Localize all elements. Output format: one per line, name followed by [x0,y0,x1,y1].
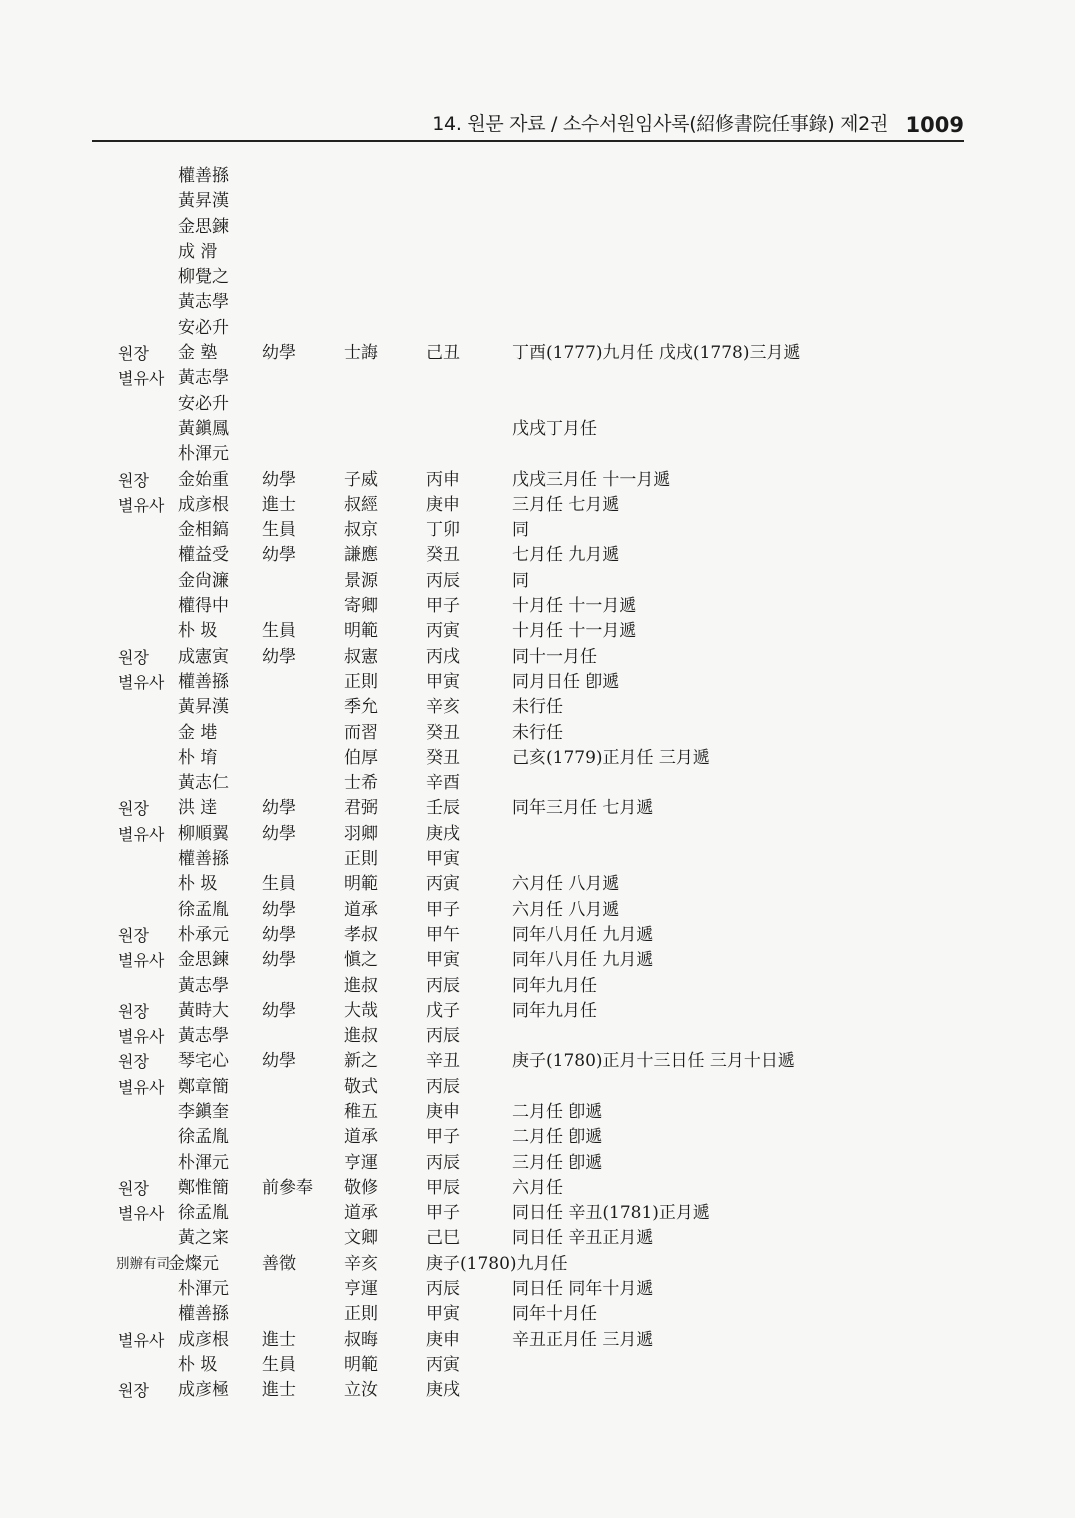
record-name: 黃昇漢 [178,697,229,718]
record-style: 季允 [344,697,378,718]
record-style: 叔憲 [344,646,378,667]
record-role: 원장 [118,799,149,819]
table-row [0,771,1075,796]
record-note: 三月任 卽遞 [512,1152,603,1173]
table-row [0,721,1075,746]
table-row [0,999,1075,1024]
record-year: 丙申 [426,469,460,490]
record-style: 叔經 [344,494,378,515]
table-row [0,468,1075,493]
record-degree: 幼學 [262,823,296,844]
record-name: 成彦極 [178,1380,229,1401]
table-row [0,1024,1075,1049]
record-name: 黃志學 [178,368,229,389]
record-name: 權善搎 [178,849,229,870]
table-row [0,898,1075,923]
record-note: 同年十月任 [512,1304,597,1325]
record-name: 徐孟胤 [178,899,229,920]
table-row [0,290,1075,315]
record-style: 謙應 [344,545,378,566]
table-row [0,1353,1075,1378]
record-degree: 幼學 [262,950,296,971]
record-name: 安必升 [178,317,229,338]
table-row [0,847,1075,872]
record-year: 庚戌 [426,1380,460,1401]
record-degree: 幼學 [262,798,296,819]
record-year: 戊子 [426,1000,460,1021]
table-row [0,923,1075,948]
record-year: 癸丑 [426,545,460,566]
record-degree: 生員 [262,874,296,895]
record-year: 丁卯 [426,520,460,541]
record-year: 辛酉 [426,773,460,794]
record-name: 金相鎬 [178,520,229,541]
record-name: 鄭惟簡 [178,1177,229,1198]
table-row [0,619,1075,644]
table-row [0,1277,1075,1302]
record-degree: 幼學 [262,646,296,667]
table-row [0,670,1075,695]
record-year: 甲寅 [426,1304,460,1325]
record-note: 二月任 卽遞 [512,1101,603,1122]
record-note: 六月任 八月遞 [512,899,620,920]
page-number: 1009 [905,113,964,137]
record-year: 甲辰 [426,1177,460,1198]
record-note: 同年九月任 [512,1000,597,1021]
table-row [0,392,1075,417]
record-role: 별유사 [118,672,165,692]
record-name: 朴 圾 [178,1354,218,1375]
record-note: 同年三月任 七月遞 [512,798,654,819]
record-style: 立汝 [344,1380,378,1401]
record-style: 正則 [344,671,378,692]
record-name: 黃時大 [178,1000,229,1021]
record-name: 安必升 [178,393,229,414]
record-style: 道承 [344,1127,378,1148]
record-year: 庚子(1780)九月任 [426,1253,568,1274]
record-note: 戊戌三月任 十一月遞 [512,469,671,490]
table-row [0,316,1075,341]
table-row [0,1328,1075,1353]
record-style: 君弼 [344,798,378,819]
record-note: 同月日任 卽遞 [512,671,620,692]
table-row [0,417,1075,442]
record-style: 愼之 [344,950,378,971]
record-year: 庚申 [426,1101,460,1122]
record-name: 徐孟胤 [178,1127,229,1148]
table-row [0,948,1075,973]
table-row [0,1378,1075,1403]
record-degree: 幼學 [262,469,296,490]
record-style: 敬式 [344,1076,378,1097]
record-role: 별유사 [118,1330,165,1350]
table-row [0,366,1075,391]
record-year: 丙辰 [426,975,460,996]
record-style: 士誨 [344,343,378,364]
record-degree: 進士 [262,494,296,515]
record-year: 丙寅 [426,1354,460,1375]
table-row [0,164,1075,189]
record-year: 辛丑 [426,1051,460,1072]
record-note: 同年九月任 [512,975,597,996]
record-degree: 幼學 [262,545,296,566]
table-row [0,1302,1075,1327]
record-style: 孝叔 [344,924,378,945]
record-note: 同 [512,570,529,591]
record-name: 黃之寀 [178,1228,229,1249]
table-row [0,746,1075,771]
record-note: 同年八月任 九月遞 [512,924,654,945]
record-name: 金思鍊 [178,216,229,237]
record-style: 而習 [344,722,378,743]
table-row [0,1201,1075,1226]
table-row [0,518,1075,543]
record-name: 李鎭奎 [178,1101,229,1122]
table-row [0,695,1075,720]
table-row [0,1049,1075,1074]
record-style: 明範 [344,1354,378,1375]
record-name: 朴渾元 [178,1279,229,1300]
table-row [0,543,1075,568]
table-row [0,872,1075,897]
record-degree: 幼學 [262,899,296,920]
table-row [0,341,1075,366]
record-note: 十月任 十一月遞 [512,596,637,617]
record-year: 甲寅 [426,950,460,971]
table-row [0,1100,1075,1125]
record-name: 金尙濂 [178,570,229,591]
record-style: 士希 [344,773,378,794]
record-note: 同十一月任 [512,646,597,667]
record-style: 敬修 [344,1177,378,1198]
record-note: 十月任 十一月遞 [512,621,637,642]
record-year: 丙辰 [426,1026,460,1047]
record-role: 원장 [118,470,149,490]
record-year: 丙辰 [426,1076,460,1097]
table-row [0,1252,1075,1277]
record-name: 金 塾 [178,343,218,364]
record-style: 正則 [344,1304,378,1325]
record-year: 甲寅 [426,849,460,870]
record-name: 朴 堉 [178,747,218,768]
record-name: 琴宅心 [178,1051,229,1072]
record-name: 金燦元 [168,1253,219,1274]
record-year: 辛亥 [426,697,460,718]
record-style: 叔京 [344,520,378,541]
record-style: 叔晦 [344,1329,378,1350]
record-style: 文卿 [344,1228,378,1249]
record-name: 金 塂 [178,722,218,743]
table-row [0,974,1075,999]
record-note: 七月任 九月遞 [512,545,620,566]
record-year: 甲子 [426,1203,460,1224]
table-row [0,796,1075,821]
record-note: 未行任 [512,722,563,743]
record-year: 庚申 [426,494,460,515]
record-year: 癸丑 [426,722,460,743]
table-row [0,215,1075,240]
record-year: 丙寅 [426,621,460,642]
record-name: 金思鍊 [178,950,229,971]
record-note: 戊戌丁月任 [512,418,597,439]
record-degree: 幼學 [262,1000,296,1021]
record-name: 黃志學 [178,975,229,996]
record-note: 同日任 同年十月遞 [512,1279,654,1300]
record-style: 明範 [344,874,378,895]
record-style: 辛亥 [344,1253,378,1274]
record-style: 稚五 [344,1101,378,1122]
record-note: 三月任 七月遞 [512,494,620,515]
record-style: 進叔 [344,975,378,996]
record-role: 別辦有司 [116,1255,170,1272]
record-role: 원장 [118,925,149,945]
record-note: 六月任 八月遞 [512,874,620,895]
record-note: 丁酉(1777)九月任 戊戌(1778)三月遞 [512,343,801,364]
record-note: 同日任 辛丑(1781)正月遞 [512,1203,710,1224]
record-degree: 生員 [262,520,296,541]
record-year: 丙辰 [426,1279,460,1300]
record-degree: 生員 [262,621,296,642]
table-row [0,493,1075,518]
record-name: 權善搎 [178,166,229,186]
record-name: 朴渾元 [178,444,229,465]
record-note: 辛丑正月任 三月遞 [512,1329,654,1350]
table-row [0,240,1075,265]
record-name: 金始重 [178,469,229,490]
record-degree: 幼學 [262,924,296,945]
page-header [92,104,964,142]
record-year: 甲寅 [426,671,460,692]
record-note: 同 [512,520,529,541]
record-year: 庚申 [426,1329,460,1350]
record-note: 己亥(1779)正月任 三月遞 [512,747,710,768]
record-style: 道承 [344,1203,378,1224]
record-year: 己巳 [426,1228,460,1249]
record-role: 원장 [118,1178,149,1198]
record-name: 朴承元 [178,924,229,945]
record-role: 원장 [118,344,149,364]
record-role: 별유사 [118,369,165,389]
record-name: 權益受 [178,545,229,566]
record-style: 進叔 [344,1026,378,1047]
record-year: 甲午 [426,924,460,945]
record-note: 六月任 [512,1177,563,1198]
record-year: 壬辰 [426,798,460,819]
table-row [0,189,1075,214]
record-degree: 善徵 [262,1253,296,1274]
record-degree: 進士 [262,1329,296,1350]
record-name: 權得中 [178,596,229,617]
table-row [0,1176,1075,1201]
record-name: 成 滑 [178,241,218,262]
record-style: 羽卿 [344,823,378,844]
table-row [0,442,1075,467]
record-role: 별유사 [118,824,165,844]
record-name: 柳覺之 [178,267,229,288]
table-row [0,1075,1075,1100]
record-name: 黃鎭鳳 [178,418,229,439]
record-name: 柳順翼 [178,823,229,844]
record-style: 伯厚 [344,747,378,768]
record-style: 正則 [344,849,378,870]
record-style: 子威 [344,469,378,490]
record-style: 明範 [344,621,378,642]
record-name: 成憲寅 [178,646,229,667]
record-year: 庚戌 [426,823,460,844]
table-row [0,1226,1075,1251]
record-role: 별유사 [118,1077,165,1097]
record-name: 洪 逹 [178,798,218,819]
table-row [0,265,1075,290]
record-style: 道承 [344,899,378,920]
record-name: 成彦根 [178,494,229,515]
record-name: 黃志仁 [178,773,229,794]
record-note: 未行任 [512,697,563,718]
record-role: 원장 [118,647,149,667]
table-row [0,645,1075,670]
record-year: 丙辰 [426,1152,460,1173]
record-style: 新之 [344,1051,378,1072]
record-note: 同年八月任 九月遞 [512,950,654,971]
record-role: 원장 [118,1052,149,1072]
table-row [0,594,1075,619]
record-year: 丙辰 [426,570,460,591]
record-role: 별유사 [118,495,165,515]
record-year: 甲子 [426,596,460,617]
record-degree: 前參奉 [262,1177,313,1198]
record-note: 庚子(1780)正月十三日任 三月十日遞 [512,1051,795,1072]
record-role: 별유사 [118,1027,165,1047]
record-name: 鄭章簡 [178,1076,229,1097]
record-role: 별유사 [118,951,165,971]
record-name: 黃志學 [178,1026,229,1047]
record-degree: 生員 [262,1354,296,1375]
record-style: 大哉 [344,1000,378,1021]
record-name: 黃志學 [178,292,229,313]
record-name: 黃昇漢 [178,191,229,212]
record-style: 亨運 [344,1152,378,1173]
record-year: 癸丑 [426,747,460,768]
record-year: 丙戌 [426,646,460,667]
table-row [0,822,1075,847]
record-role: 원장 [118,1001,149,1021]
record-year: 甲子 [426,899,460,920]
record-note: 二月任 卽遞 [512,1127,603,1148]
record-degree: 幼學 [262,343,296,364]
record-year: 丙寅 [426,874,460,895]
table-row [0,1151,1075,1176]
records-table [0,164,1075,1404]
record-year: 甲子 [426,1127,460,1148]
record-name: 徐孟胤 [178,1203,229,1224]
record-name: 朴 圾 [178,621,218,642]
record-role: 별유사 [118,1204,165,1224]
record-role: 원장 [118,1381,149,1401]
table-row [0,1125,1075,1150]
table-row [0,569,1075,594]
record-degree: 幼學 [262,1051,296,1072]
header-title: 14. 원문 자료 / 소수서원임사록(紹修書院任事錄) 제2권 [432,113,888,135]
record-note: 同日任 辛丑正月遞 [512,1228,654,1249]
record-name: 朴 圾 [178,874,218,895]
record-style: 景源 [344,570,378,591]
record-year: 己丑 [426,343,460,364]
record-degree: 進士 [262,1380,296,1401]
record-style: 亨運 [344,1279,378,1300]
record-name: 朴渾元 [178,1152,229,1173]
record-style: 寄卿 [344,596,378,617]
record-name: 權善搎 [178,671,229,692]
record-name: 成彦根 [178,1329,229,1350]
record-name: 權善搎 [178,1304,229,1325]
